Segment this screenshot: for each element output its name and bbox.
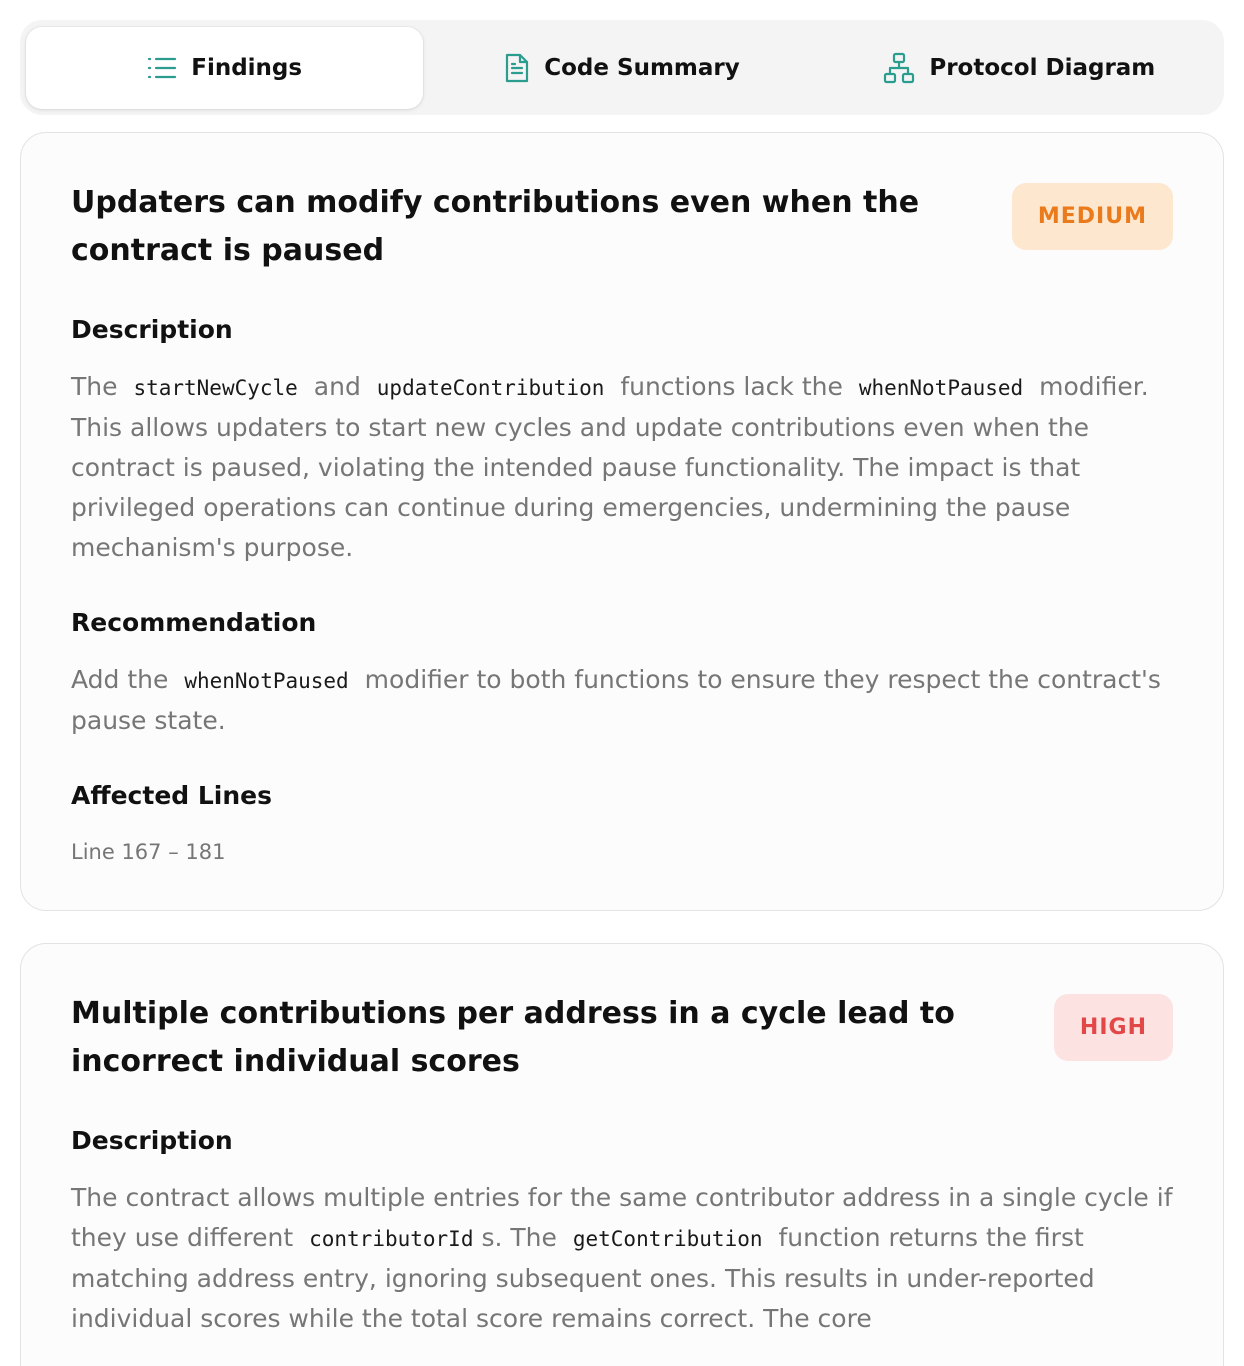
finding-header xyxy=(71,179,1173,275)
inline-code: startNewCycle xyxy=(133,376,298,400)
finding-header xyxy=(71,990,1173,1086)
text-segment: functions lack the xyxy=(620,372,843,401)
text-segment: The xyxy=(71,372,118,401)
text-segment: function returns the first matching address entry, ignoring subsequent ones. This results in under-reported individual scores while the total score remains correct. The core xyxy=(71,1223,1095,1333)
affected-lines-value: Line 167 – 181 xyxy=(71,840,226,864)
finding-card xyxy=(20,943,1224,1366)
finding-title: Updaters can modify contributions even when the contract is paused xyxy=(71,185,920,268)
recommendation-heading: Recommendation xyxy=(71,608,317,637)
tab-findings-label: Findings xyxy=(191,54,303,81)
finding-title: Multiple contributions per address in a cycle lead to incorrect individual scores xyxy=(71,996,955,1079)
document-icon xyxy=(504,52,530,84)
description-text xyxy=(71,1178,1173,1339)
finding-card xyxy=(20,132,1224,911)
hierarchy-icon xyxy=(883,52,915,84)
description-heading: Description xyxy=(71,1126,233,1155)
text-segment: and xyxy=(313,372,361,401)
tab-code-summary-label: Code Summary xyxy=(544,54,740,81)
text-segment: The contract allows multiple entries for the same contributor address in a single cycle if they use different xyxy=(71,1183,1173,1252)
description-text xyxy=(71,367,1173,568)
text-segment: Add the xyxy=(71,665,169,694)
tab-protocol-diagram[interactable] xyxy=(821,27,1218,109)
list-icon xyxy=(147,55,177,81)
recommendation-text xyxy=(71,660,1173,741)
inline-code: contributorId xyxy=(309,1227,474,1251)
text-segment: modifier. This allows updaters to start new cycles and update contributions even when the contract is paused, violating the intended pause functionality. The impact is that privileged operations can continue during emergencies, undermining the pause mechanism's purpose. xyxy=(71,372,1149,562)
severity-badge: MEDIUM xyxy=(1012,183,1173,250)
text-segment: s. The xyxy=(481,1223,557,1252)
text-segment: modifier to both functions to ensure they respect the contract's pause state. xyxy=(71,665,1161,735)
tab-findings[interactable] xyxy=(26,27,423,109)
tab-code-summary[interactable] xyxy=(423,27,820,109)
inline-code: updateContribution xyxy=(376,376,605,400)
inline-code: getContribution xyxy=(572,1227,763,1251)
affected-lines-heading: Affected Lines xyxy=(71,781,273,810)
inline-code: whenNotPaused xyxy=(184,669,349,693)
view-tabs xyxy=(20,20,1224,115)
inline-code: whenNotPaused xyxy=(858,376,1024,400)
severity-badge: HIGH xyxy=(1054,994,1173,1061)
description-heading: Description xyxy=(71,315,233,344)
tab-protocol-diagram-label: Protocol Diagram xyxy=(929,54,1156,81)
